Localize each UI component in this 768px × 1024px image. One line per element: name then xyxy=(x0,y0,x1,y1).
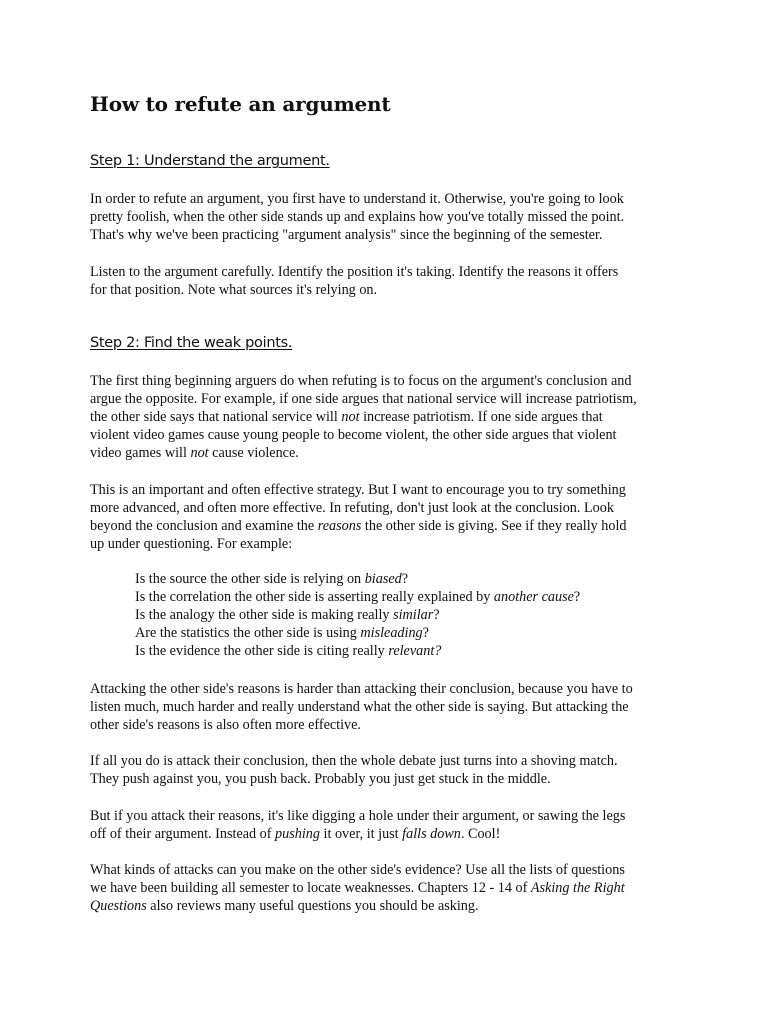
list-item: Is the correlation the other side is asserting really explained by another cause? xyxy=(135,589,581,605)
text-line: off of their argument. Instead of pushing it over, it just falls down. Cool! xyxy=(90,826,501,842)
page-title: How to refute an argument xyxy=(90,92,391,116)
text-line: violent video games cause young people to become violent, the other side argues that violent xyxy=(90,427,617,443)
text-line: argue the opposite. For example, if one side argues that national service will increase patriotism, xyxy=(90,391,637,407)
text-line: That's why we've been practicing "argument analysis" since the beginning of the semester. xyxy=(90,227,603,243)
text-line: other side's reasons is also often more effective. xyxy=(90,717,361,733)
text-line: Listen to the argument carefully. Identify the position it's taking. Identify the reasons it offers xyxy=(90,264,619,280)
emphasis: another cause xyxy=(493,589,574,605)
emphasis: pushing xyxy=(275,826,320,842)
emphasis: not xyxy=(190,445,209,461)
text-line: the other side says that national service will not increase patriotism. If one side argues that xyxy=(90,409,603,425)
step1-paragraph-2 xyxy=(90,263,690,299)
step2-paragraph-5 xyxy=(90,807,690,843)
text-line: Questions also reviews many useful questions you should be asking. xyxy=(90,898,479,914)
step1-paragraph-1 xyxy=(90,190,690,244)
step2-paragraph-4 xyxy=(90,752,690,788)
emphasis: not xyxy=(341,409,360,425)
text-line: beyond the conclusion and examine the reasons the other side is giving. See if they really hold xyxy=(90,518,627,534)
text-line: up under questioning. For example: xyxy=(90,536,293,552)
text-line: video games will not cause violence. xyxy=(90,445,299,461)
text-line: Attacking the other side's reasons is harder than attacking their conclusion, because you have to xyxy=(90,681,633,697)
text-line: They push against you, you push back. Probably you just get stuck in the middle. xyxy=(90,771,551,787)
emphasis: relevant? xyxy=(388,643,442,659)
list-item: Is the evidence the other side is citing really relevant? xyxy=(135,643,442,659)
emphasis: falls down xyxy=(402,826,461,842)
step2-paragraph-1 xyxy=(90,372,690,462)
step2-heading: Step 2: Find the weak points. xyxy=(90,335,293,351)
emphasis: reasons xyxy=(317,518,362,534)
text-line: What kinds of attacks can you make on the other side's evidence? Use all the lists of questions xyxy=(90,862,625,878)
text-line: more advanced, and often more effective. In refuting, don't just look at the conclusion. Look xyxy=(90,500,614,516)
text-line: If all you do is attack their conclusion, then the whole debate just turns into a shoving match. xyxy=(90,753,618,769)
list-item: Are the statistics the other side is using misleading? xyxy=(135,625,429,641)
emphasis: misleading xyxy=(360,625,423,641)
book-title: Questions xyxy=(90,898,147,914)
emphasis: biased xyxy=(364,571,402,587)
text-line: listen much, much harder and really understand what the other side is saying. But attacking the xyxy=(90,699,629,715)
text-line: pretty foolish, when the other side stands up and explains how you've totally missed the point. xyxy=(90,209,625,225)
list-item: Is the source the other side is relying on biased? xyxy=(135,571,409,587)
step1-heading: Step 1: Understand the argument. xyxy=(90,153,330,169)
text-line: we have been building all semester to locate weaknesses. Chapters 12 - 14 of Asking the Right xyxy=(90,880,625,896)
step2-paragraph-3 xyxy=(90,680,690,734)
text-line: In order to refute an argument, you first have to understand it. Otherwise, you're going to look xyxy=(90,191,624,207)
text-line: This is an important and often effective strategy. But I want to encourage you to try something xyxy=(90,482,626,498)
step2-paragraph-6 xyxy=(90,861,690,915)
step2-paragraph-2 xyxy=(90,481,690,553)
list-item: Is the analogy the other side is making really similar? xyxy=(135,607,440,623)
text-line: The first thing beginning arguers do when refuting is to focus on the argument's conclusion and xyxy=(90,373,632,389)
book-title: Asking the Right xyxy=(530,880,625,896)
text-line: But if you attack their reasons, it's like digging a hole under their argument, or sawing the legs xyxy=(90,808,626,824)
question-list xyxy=(135,570,580,660)
emphasis: similar xyxy=(393,607,434,623)
text-line: for that position. Note what sources it's relying on. xyxy=(90,282,378,298)
